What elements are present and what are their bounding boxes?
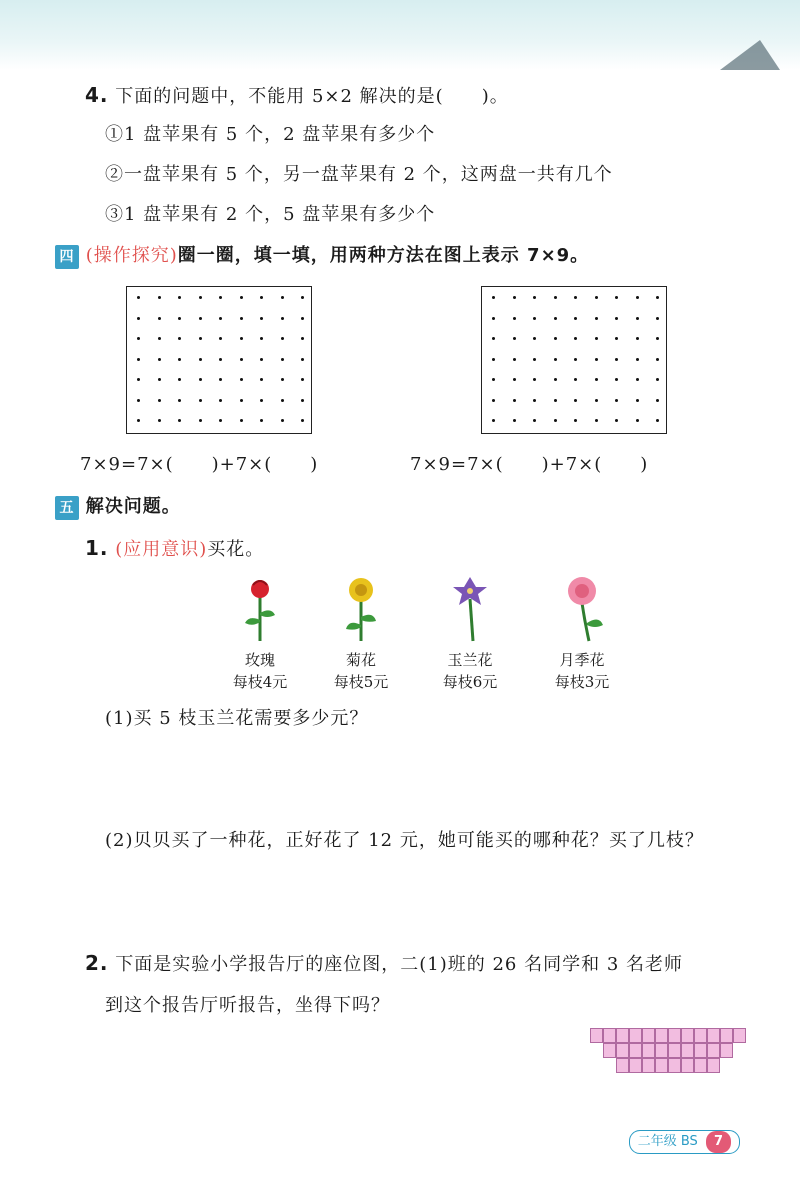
flower-price: 每枝4元 [232,673,288,691]
seat [603,1028,616,1043]
grid-dot [281,419,284,422]
seat [707,1043,720,1058]
grid-dot [240,337,243,340]
grid-dot [178,358,181,361]
seat [681,1028,694,1043]
seat [720,1043,733,1058]
grid-dot [137,296,140,299]
grid-dot [595,337,598,340]
grid-dot [595,378,598,381]
seat [642,1043,655,1058]
q4-number: 4. [85,83,109,107]
grid-dot [554,419,557,422]
grid-dot [533,296,536,299]
grid-dot [158,358,161,361]
grid-dot [513,358,516,361]
grid-dot [219,419,222,422]
grid-dot [240,399,243,402]
grid-dot [199,378,202,381]
grid-dot [574,337,577,340]
grid-dot [260,419,263,422]
grid-dot [636,399,639,402]
grid-dot [219,399,222,402]
flower-name: 菊花 [345,651,376,669]
section4-tag: (操作探究) [85,245,178,266]
grid-dot [636,296,639,299]
section4-text: 圈一圈，填一填，用两种方法在图上表示 7×9。 [177,245,590,266]
grid-dot [533,378,536,381]
grid-dot [158,419,161,422]
grid-dot [137,358,140,361]
q4-option-1: ①1 盘苹果有 5 个，2 盘苹果有多少个 [105,124,436,145]
dot-grid-left[interactable] [126,286,312,434]
flower-price: 每枝5元 [333,673,389,691]
seat [629,1058,642,1073]
paper-plane-icon [720,40,780,70]
grid-dot [554,399,557,402]
grid-dot [281,337,284,340]
grid-dot [281,317,284,320]
chrysanthemum-icon [316,575,406,645]
seat [720,1028,733,1043]
grid-dot [513,378,516,381]
grid-dot [301,419,304,422]
grid-dot [178,317,181,320]
grid-dot [533,358,536,361]
grid-dot [554,296,557,299]
grid-dot [656,296,659,299]
seat [655,1058,668,1073]
flower-china-rose [537,575,627,693]
grid-dot [533,419,536,422]
equation-right: 7×9=7×( )+7×( ) [410,454,649,475]
grid-dot [595,399,598,402]
grid-dot [260,378,263,381]
magnolia-icon [425,575,515,645]
grid-dot [178,296,181,299]
grid-dot [158,399,161,402]
grid-dot [513,337,516,340]
grid-dot [513,419,516,422]
grid-dot [513,317,516,320]
grid-dot [178,378,181,381]
grid-dot [492,378,495,381]
section4-heading [55,243,589,269]
problem2-line1 [85,950,683,978]
china-rose-icon [537,575,627,645]
grid-dot [533,399,536,402]
problem2-number: 2. [85,951,109,975]
grid-dot [615,419,618,422]
seat [616,1028,629,1043]
grid-dot [554,337,557,340]
grid-dot [615,296,618,299]
q4-option-2: ②一盘苹果有 5 个，另一盘苹果有 2 个，这两盘一共有几个 [105,164,613,185]
grid-dot [199,296,202,299]
grid-dot [260,399,263,402]
seat [616,1058,629,1073]
grid-dot [656,378,659,381]
seat [629,1028,642,1043]
grid-dot [240,378,243,381]
grid-dot [240,419,243,422]
flower-chrysanthemum [316,575,406,693]
grid-dot [595,358,598,361]
grid-dot [656,399,659,402]
flower-name: 玉兰花 [447,651,493,669]
grid-dot [636,337,639,340]
seating-chart [590,1028,748,1076]
grid-dot [281,399,284,402]
seat [668,1043,681,1058]
grid-dot [615,378,618,381]
grid-dot [137,337,140,340]
grid-dot [158,337,161,340]
problem2-text-1: 下面是实验小学报告厅的座位图，二(1)班的 26 名同学和 3 名老师 [115,954,683,975]
flower-price: 每枝3元 [554,673,610,691]
grid-dot [240,358,243,361]
flower-name: 月季花 [559,651,605,669]
seat [694,1058,707,1073]
grid-dot [636,358,639,361]
grid-dot [595,419,598,422]
grid-dot [492,399,495,402]
grid-dot [574,358,577,361]
grid-dot [199,358,202,361]
grid-dot [595,317,598,320]
grid-dot [574,399,577,402]
problem1-text: 买花。 [207,539,265,560]
grid-dot [281,358,284,361]
grid-dot [615,317,618,320]
grid-dot [533,317,536,320]
grid-dot [240,317,243,320]
grade-label: 二年级 [637,1134,677,1149]
grid-dot [574,378,577,381]
seat [681,1058,694,1073]
grid-dot [533,337,536,340]
edition-label: BS [680,1134,698,1149]
grid-dot [260,296,263,299]
seat [655,1043,668,1058]
grid-dot [554,378,557,381]
grid-dot [219,337,222,340]
grid-dot [492,317,495,320]
flower-rose [215,575,305,693]
grid-dot [281,378,284,381]
seat [603,1043,616,1058]
grid-dot [574,317,577,320]
dot-grid-right[interactable] [481,286,667,434]
grid-dot [178,399,181,402]
rose-icon [215,575,305,645]
seat [655,1028,668,1043]
equation-left: 7×9=7×( )+7×( ) [80,454,319,475]
section4-badge: 四 [55,245,79,269]
grid-dot [492,419,495,422]
grid-dot [636,419,639,422]
problem1-question-1: (1)买 5 枝玉兰花需要多少元？ [105,708,369,729]
grid-dot [281,296,284,299]
page-number: 7 [706,1131,731,1153]
flower-name: 玫瑰 [244,651,275,669]
grid-dot [199,419,202,422]
grid-dot [656,358,659,361]
grid-dot [636,317,639,320]
seat [668,1058,681,1073]
grid-dot [574,296,577,299]
grid-dot [574,419,577,422]
section5-badge: 五 [55,496,79,520]
grid-dot [137,419,140,422]
grid-dot [492,358,495,361]
problem1-number: 1. [85,536,109,560]
grid-dot [301,296,304,299]
problem1-heading [85,535,264,563]
grid-dot [656,337,659,340]
grid-dot [158,296,161,299]
grid-dot [199,317,202,320]
seat [642,1028,655,1043]
grid-dot [301,358,304,361]
grid-dot [301,378,304,381]
grid-dot [178,337,181,340]
grid-dot [656,317,659,320]
grid-dot [158,378,161,381]
seat [707,1028,720,1043]
problem2-line2: 到这个报告厅听报告，坐得下吗？ [105,995,390,1016]
q4-text: 下面的问题中，不能用 5×2 解决的是( )。 [115,86,509,107]
grid-dot [137,399,140,402]
grid-dot [615,358,618,361]
grid-dot [301,399,304,402]
grid-dot [219,358,222,361]
seat [707,1058,720,1073]
grid-dot [492,337,495,340]
q4-line [85,82,509,110]
grid-dot [554,358,557,361]
seat [733,1028,746,1043]
page-footer [629,1130,740,1154]
flower-magnolia [425,575,515,693]
flower-price: 每枝6元 [442,673,498,691]
seat [681,1043,694,1058]
grid-dot [636,378,639,381]
problem1-question-2: (2)贝贝买了一种花，正好花了 12 元，她可能买的哪种花？买了几枝？ [105,830,704,851]
seat [629,1043,642,1058]
seat [668,1028,681,1043]
grid-dot [178,419,181,422]
grid-dot [301,337,304,340]
grid-dot [301,317,304,320]
grid-dot [492,296,495,299]
grid-dot [199,399,202,402]
grid-dot [240,296,243,299]
grid-dot [137,378,140,381]
grid-dot [260,317,263,320]
seat [694,1028,707,1043]
grid-dot [595,296,598,299]
seat [694,1043,707,1058]
grid-dot [199,337,202,340]
problem1-tag: (应用意识) [115,539,208,560]
grid-dot [656,419,659,422]
page-banner [0,0,800,70]
grid-dot [219,317,222,320]
grid-dot [513,296,516,299]
grid-dot [513,399,516,402]
section5-title: 解决问题。 [85,496,181,517]
grid-dot [219,378,222,381]
q4-option-3: ③1 盘苹果有 2 个，5 盘苹果有多少个 [105,204,436,225]
section5-heading [55,494,181,520]
grid-dot [260,337,263,340]
grid-dot [615,337,618,340]
seat [616,1043,629,1058]
seat [642,1058,655,1073]
grid-dot [554,317,557,320]
grid-dot [260,358,263,361]
grid-dot [615,399,618,402]
grid-dot [137,317,140,320]
seat [590,1028,603,1043]
grid-dot [219,296,222,299]
grid-dot [158,317,161,320]
